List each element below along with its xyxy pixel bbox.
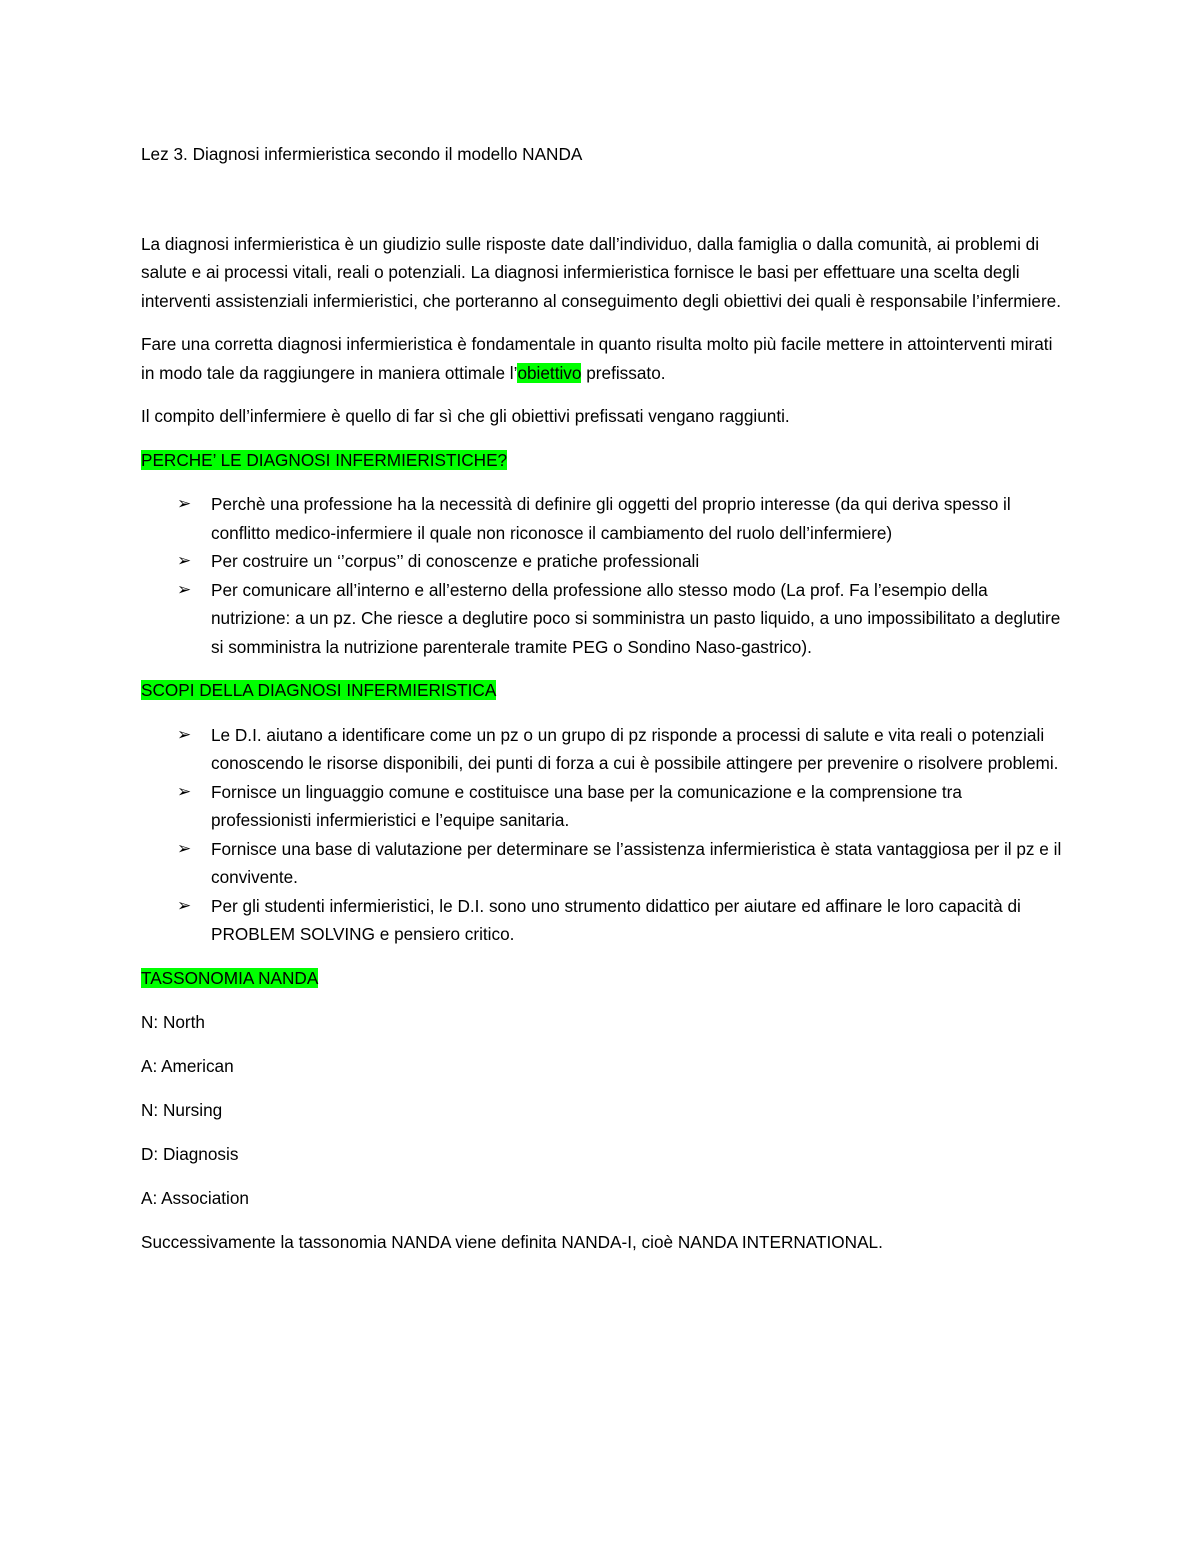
list-item-text: Perchè una professione ha la necessità di definire gli oggetti del proprio interesse (da qui deriva spesso il conflitto medico-infermiere il quale non riconosce il cambiamento del ruolo dell’infermiere) — [211, 494, 1011, 543]
acronym-line: D: Diagnosis — [141, 1144, 239, 1164]
section-heading-text: SCOPI DELLA DIAGNOSI INFERMIERISTICA — [141, 680, 497, 700]
highlighted-word: obiettivo — [517, 362, 582, 383]
closing-paragraph: Successivamente la tassonomia NANDA viene definita NANDA-I, cioè NANDA INTERNATIONAL. — [141, 1232, 883, 1252]
section-heading-text: PERCHE’ LE DIAGNOSI INFERMIERISTICHE? — [141, 449, 508, 470]
list-item-text: Fornisce un linguaggio comune e costituisce una base per la comunicazione e la comprensione tra professionisti infermieristici e l’equipe sanitaria. — [211, 781, 962, 830]
list-item — [141, 576, 1066, 662]
acronym-line: A: Association — [141, 1188, 249, 1208]
arrow-bullet-icon: ➢ — [177, 781, 192, 802]
list-item-text: Le D.I. aiutano a identificare come un pz o un grupo di pz risponde a processi di salute e vita reali o potenziali conoscendo le risorse disponibili, dei punti di forza a cui è possibile attingere per prevenire o risolvere problemi. — [211, 724, 1059, 773]
section-heading-perche — [141, 446, 1066, 475]
arrow-bullet-icon: ➢ — [177, 579, 192, 600]
list-item-text: Fornisce una base di valutazione per determinare se l’assistenza infermieristica è stata vantaggiosa per il pz e il convivente. — [211, 838, 1062, 887]
arrow-bullet-icon: ➢ — [177, 895, 192, 916]
list-item — [141, 778, 1066, 835]
list-item — [141, 835, 1066, 892]
list-item — [141, 892, 1066, 949]
diagnosis-paragraph — [141, 330, 1066, 387]
acronym-list — [141, 1008, 1066, 1213]
list-item-text: Per costruire un ‘’corpus’’ di conoscenze e pratiche professionali — [211, 551, 700, 571]
intro-paragraph: La diagnosi infermieristica è un giudizio sulle risposte date dall’individuo, dalla famiglia o dalla comunità, ai problemi di salute e ai processi vitali, reali o potenziali. La diagnosi infermieristica fornisce le basi per effettuare una scelta degli interventi assistenziali infermieristici, che porteranno al conseguimento degli obiettivi dei quali è responsabile l’infermiere. — [141, 233, 1062, 311]
acronym-line: N: Nursing — [141, 1100, 223, 1120]
list-item — [141, 721, 1066, 778]
document-page — [141, 140, 1066, 1272]
section-heading-text: TASSONOMIA NANDA — [141, 967, 319, 988]
diagnosis-paragraph-text: Fare una corretta diagnosi infermieristica è fondamentale in quanto risulta molto più facile mettere in attointerventi mirati in modo tale da raggiungere in maniera ottimale l’ — [141, 334, 1053, 383]
arrow-bullet-icon: ➢ — [177, 838, 192, 859]
acronym-line: N: North — [141, 1012, 205, 1032]
list-item-text: Per comunicare all’interno e all’esterno della professione allo stesso modo (La prof. Fa l’esempio della nutrizione: a un pz. Che riesce a deglutire poco si somministra un pasto liquido, a uno impossibilitato a deglutire si somministra la nutrizione parenterale tramite PEG o Sondino Naso-gastrico). — [211, 579, 1061, 657]
list-item — [141, 490, 1066, 547]
bullet-list-perche — [141, 490, 1066, 661]
diagnosis-paragraph-end: prefissato. — [581, 362, 666, 383]
list-item — [141, 547, 1066, 576]
arrow-bullet-icon: ➢ — [177, 494, 192, 514]
arrow-bullet-icon: ➢ — [177, 551, 192, 571]
section-heading-scopi — [141, 676, 1066, 705]
task-paragraph: Il compito dell’infermiere è quello di far sì che gli obiettivi prefissati vengano raggiunti. — [141, 406, 790, 426]
acronym-line: A: American — [141, 1056, 234, 1076]
section-heading-tassonomia — [141, 964, 1066, 993]
list-item-text: Per gli studenti infermieristici, le D.I. sono uno strumento didattico per aiutare ed affinare le loro capacità di PROBLEM SOLVING e pensiero critico. — [211, 895, 1021, 944]
document-title: Lez 3. Diagnosi infermieristica secondo il modello NANDA — [141, 144, 583, 164]
arrow-bullet-icon: ➢ — [177, 724, 192, 745]
bullet-list-scopi — [141, 721, 1066, 949]
